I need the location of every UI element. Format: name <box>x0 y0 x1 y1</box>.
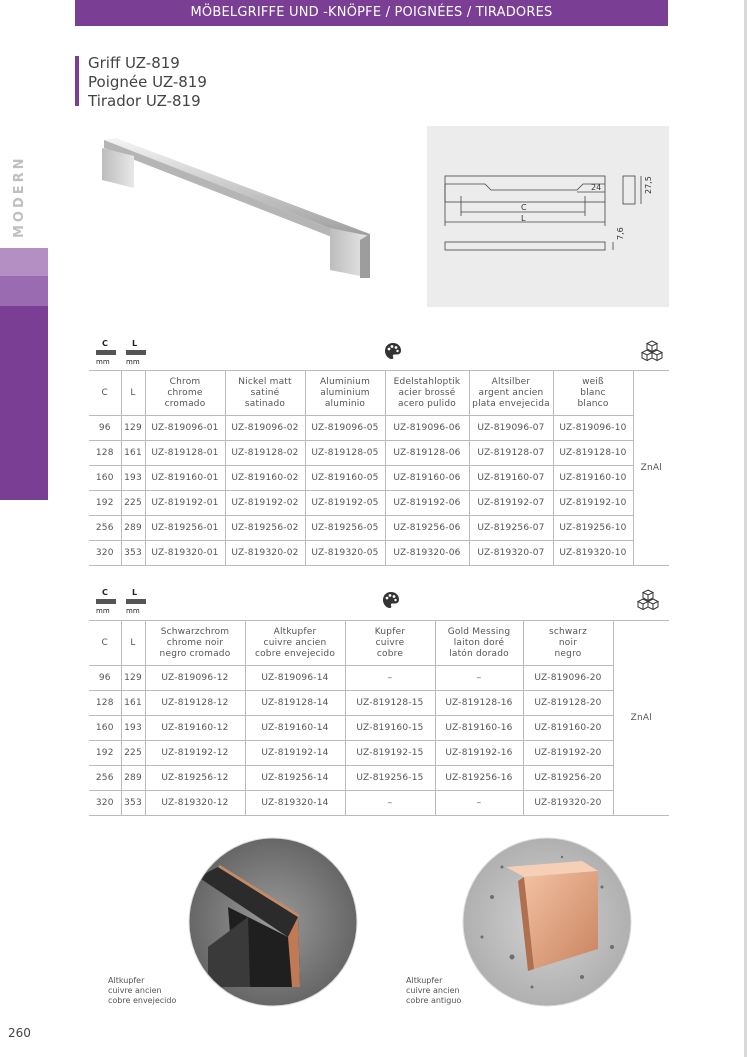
table-cell: 160 <box>95 723 114 733</box>
table-cell: UZ-819320-06 <box>385 541 469 566</box>
table-cell: UZ-819128-07 <box>469 441 553 466</box>
svg-text:mm: mm <box>126 607 140 615</box>
table-cell: – <box>435 791 523 816</box>
table-cell: 192 <box>95 748 114 758</box>
dim-27-5: 27,5 <box>644 176 653 194</box>
table-header-cell: L <box>121 621 145 666</box>
table-cell: UZ-819096-02 <box>225 416 305 441</box>
table-cell: UZ-819128-12 <box>145 691 245 716</box>
table-cell: UZ-819256-14 <box>245 766 345 791</box>
l-dimension-icon <box>124 587 148 615</box>
table-cell: 128 <box>95 448 114 458</box>
product-title <box>88 54 207 111</box>
table-cell: UZ-819192-06 <box>385 491 469 516</box>
table-cell: UZ-819256-12 <box>145 766 245 791</box>
table-row <box>89 491 669 516</box>
table-cell: 160 <box>95 473 114 483</box>
table-cell: 256 <box>95 773 114 783</box>
table-cell: 128 <box>95 698 114 708</box>
table-cell: 193 <box>121 716 145 741</box>
table-cell: UZ-819160-01 <box>145 466 225 491</box>
table-cell: UZ-819160-05 <box>305 466 385 491</box>
table-cell: – <box>345 666 435 691</box>
table2-icon-row <box>92 585 668 613</box>
table-cell: UZ-819192-12 <box>145 741 245 766</box>
table-cell: UZ-819160-15 <box>345 716 435 741</box>
table-cell: UZ-819160-20 <box>523 716 613 741</box>
title-de: Griff UZ-819 <box>88 54 180 72</box>
table-cell: UZ-819160-16 <box>435 716 523 741</box>
table-cell: – <box>435 666 523 691</box>
table-cell: 161 <box>121 691 145 716</box>
table-row <box>89 516 669 541</box>
table-cell: UZ-819096-12 <box>145 666 245 691</box>
table-cell: UZ-819320-14 <box>245 791 345 816</box>
table-cell: UZ-819128-10 <box>553 441 633 466</box>
table-row <box>89 741 669 766</box>
table-row <box>89 441 669 466</box>
spec-table-2 <box>89 620 669 816</box>
dim-c: C <box>521 203 527 212</box>
table-header-cell: Altkupfer cuivre ancien cobre envejecido <box>245 621 345 666</box>
table-header-cell: Chrom chrome cromado <box>145 371 225 416</box>
table-cell: UZ-819160-02 <box>225 466 305 491</box>
table-cell: UZ-819128-02 <box>225 441 305 466</box>
table-cell: UZ-819160-07 <box>469 466 553 491</box>
table-header-cell: C <box>101 637 108 648</box>
table-cell: UZ-819128-05 <box>305 441 385 466</box>
table-cell: UZ-819096-07 <box>469 416 553 441</box>
table-header-cell: Nickel matt satiné satinado <box>225 371 305 416</box>
spec-table-1 <box>89 370 669 566</box>
title-accent-bar <box>75 56 79 106</box>
caption2-line-2: cuivre ancien <box>406 986 460 995</box>
technical-drawing <box>427 126 669 307</box>
table-header-row <box>89 371 669 416</box>
caption2-line-1: Altkupfer <box>406 976 443 985</box>
table-cell: UZ-819320-01 <box>145 541 225 566</box>
svg-text:L: L <box>132 339 138 348</box>
table-cell: UZ-819320-20 <box>523 791 613 816</box>
table-row <box>89 666 669 691</box>
table-cell: 129 <box>121 416 145 441</box>
table-cell: UZ-819256-01 <box>145 516 225 541</box>
table-cell: UZ-819128-01 <box>145 441 225 466</box>
table-header-row <box>89 621 669 666</box>
table-cell: 193 <box>121 466 145 491</box>
table-cell: 225 <box>121 741 145 766</box>
table-cell: 96 <box>98 673 111 683</box>
table-row <box>89 466 669 491</box>
table-cell: UZ-819320-02 <box>225 541 305 566</box>
table-cell: 353 <box>121 541 145 566</box>
table-cell: UZ-819256-16 <box>435 766 523 791</box>
table-cell: UZ-819192-02 <box>225 491 305 516</box>
table-cell: UZ-819256-05 <box>305 516 385 541</box>
page-header: MÖBELGRIFFE UND -KNÖPFE / POIGNÉES / TIRADORES <box>75 0 668 26</box>
title-es: Tirador UZ-819 <box>88 92 201 110</box>
caption1-line-2: cuivre ancien <box>108 986 162 995</box>
table-cell: 192 <box>95 498 114 508</box>
table-cell: UZ-819096-10 <box>553 416 633 441</box>
table-cell: UZ-819256-07 <box>469 516 553 541</box>
svg-text:mm: mm <box>96 358 110 366</box>
table-cell: UZ-819192-01 <box>145 491 225 516</box>
dim-7-6: 7,6 <box>616 227 625 240</box>
cubes-icon <box>640 340 664 362</box>
table-cell: UZ-819192-20 <box>523 741 613 766</box>
sidebar-label <box>8 155 38 240</box>
table-cell: UZ-819096-05 <box>305 416 385 441</box>
table-cell: UZ-819320-05 <box>305 541 385 566</box>
table-header-cell: C <box>101 387 108 398</box>
svg-text:C: C <box>102 588 108 597</box>
drawing-svg <box>427 126 669 307</box>
table-cell: UZ-819256-06 <box>385 516 469 541</box>
table-cell: UZ-819160-06 <box>385 466 469 491</box>
sidebar-strip-light <box>0 248 48 276</box>
svg-text:mm: mm <box>126 358 140 366</box>
caption1-line-3: cobre envejecido <box>108 996 177 1005</box>
table-cell: 161 <box>121 441 145 466</box>
sidebar-strip <box>0 306 48 500</box>
table-cell: UZ-819192-07 <box>469 491 553 516</box>
table-header-cell: Aluminium aluminium aluminio <box>305 371 385 416</box>
table-cell: UZ-819128-20 <box>523 691 613 716</box>
table-header-cell: Edelstahloptik acier brossé acero pulido <box>385 371 469 416</box>
table-cell: 353 <box>121 791 145 816</box>
table-cell: UZ-819096-06 <box>385 416 469 441</box>
table-cell: UZ-819256-20 <box>523 766 613 791</box>
table-cell: UZ-819256-02 <box>225 516 305 541</box>
table-cell: UZ-819160-12 <box>145 716 245 741</box>
photo1-caption <box>108 976 176 1006</box>
table1-icon-row <box>92 336 668 364</box>
table-cell: UZ-819160-10 <box>553 466 633 491</box>
dim-l: L <box>521 214 526 223</box>
title-fr: Poignée UZ-819 <box>88 73 207 91</box>
table-cell: UZ-819256-10 <box>553 516 633 541</box>
palette-icon <box>382 591 400 609</box>
material-cell: ZnAl <box>613 621 669 816</box>
table-cell: UZ-819128-15 <box>345 691 435 716</box>
table-cell: UZ-819128-16 <box>435 691 523 716</box>
photo2-caption <box>406 976 461 1006</box>
c-dimension-icon <box>94 587 118 615</box>
table-header-cell: weiß blanc blanco <box>553 371 633 416</box>
sidebar-strip-mid <box>0 276 48 306</box>
photo-altkupfer-copper <box>462 837 632 1007</box>
sidebar-label-text: MODERN <box>12 155 27 238</box>
table-cell: UZ-819192-16 <box>435 741 523 766</box>
table-cell: UZ-819320-07 <box>469 541 553 566</box>
l-dimension-icon <box>124 338 148 366</box>
table-cell: 225 <box>121 491 145 516</box>
table-cell: 320 <box>95 548 114 558</box>
table-cell: UZ-819320-10 <box>553 541 633 566</box>
palette-icon <box>384 342 402 360</box>
table-cell: UZ-819128-06 <box>385 441 469 466</box>
table-row <box>89 791 669 816</box>
table-cell: 256 <box>95 523 114 533</box>
material-cell: ZnAl <box>633 371 669 566</box>
table-header-cell: Schwarzchrom chrome noir negro cromado <box>145 621 245 666</box>
table-cell: UZ-819192-05 <box>305 491 385 516</box>
table-cell: 289 <box>121 766 145 791</box>
table-cell: 289 <box>121 516 145 541</box>
table-header-cell: schwarz noir negro <box>523 621 613 666</box>
table-row <box>89 541 669 566</box>
table-cell: UZ-819192-14 <box>245 741 345 766</box>
table-cell: 320 <box>95 798 114 808</box>
photo-altkupfer-dark <box>188 837 358 1007</box>
table-row <box>89 766 669 791</box>
table-row <box>89 691 669 716</box>
table-header-cell: L <box>121 371 145 416</box>
table-cell: UZ-819096-01 <box>145 416 225 441</box>
table-cell: 96 <box>98 423 111 433</box>
dim-24: 24 <box>591 183 602 192</box>
table-header-cell: Altsilber argent ancien plata envejecida <box>469 371 553 416</box>
table-header-cell: Kupfer cuivre cobre <box>345 621 435 666</box>
page-number: 260 <box>8 1026 31 1040</box>
caption1-line-1: Altkupfer <box>108 976 145 985</box>
table-row <box>89 416 669 441</box>
svg-text:mm: mm <box>96 607 110 615</box>
table-header-cell: Gold Messing laiton doré latón dorado <box>435 621 523 666</box>
table-cell: UZ-819256-15 <box>345 766 435 791</box>
table-cell: UZ-819192-15 <box>345 741 435 766</box>
table-row <box>89 716 669 741</box>
table-cell: UZ-819128-14 <box>245 691 345 716</box>
c-dimension-icon <box>94 338 118 366</box>
handle-product-image <box>98 136 378 281</box>
cubes-icon <box>636 589 660 611</box>
table-cell: UZ-819096-20 <box>523 666 613 691</box>
table-cell: UZ-819160-14 <box>245 716 345 741</box>
caption2-line-3: cobre antiguo <box>406 996 462 1005</box>
table-cell: UZ-819320-12 <box>145 791 245 816</box>
table-cell: 129 <box>121 666 145 691</box>
table-cell: – <box>345 791 435 816</box>
table-cell: UZ-819192-10 <box>553 491 633 516</box>
table-cell: UZ-819096-14 <box>245 666 345 691</box>
svg-text:C: C <box>102 339 108 348</box>
svg-text:L: L <box>132 588 138 597</box>
